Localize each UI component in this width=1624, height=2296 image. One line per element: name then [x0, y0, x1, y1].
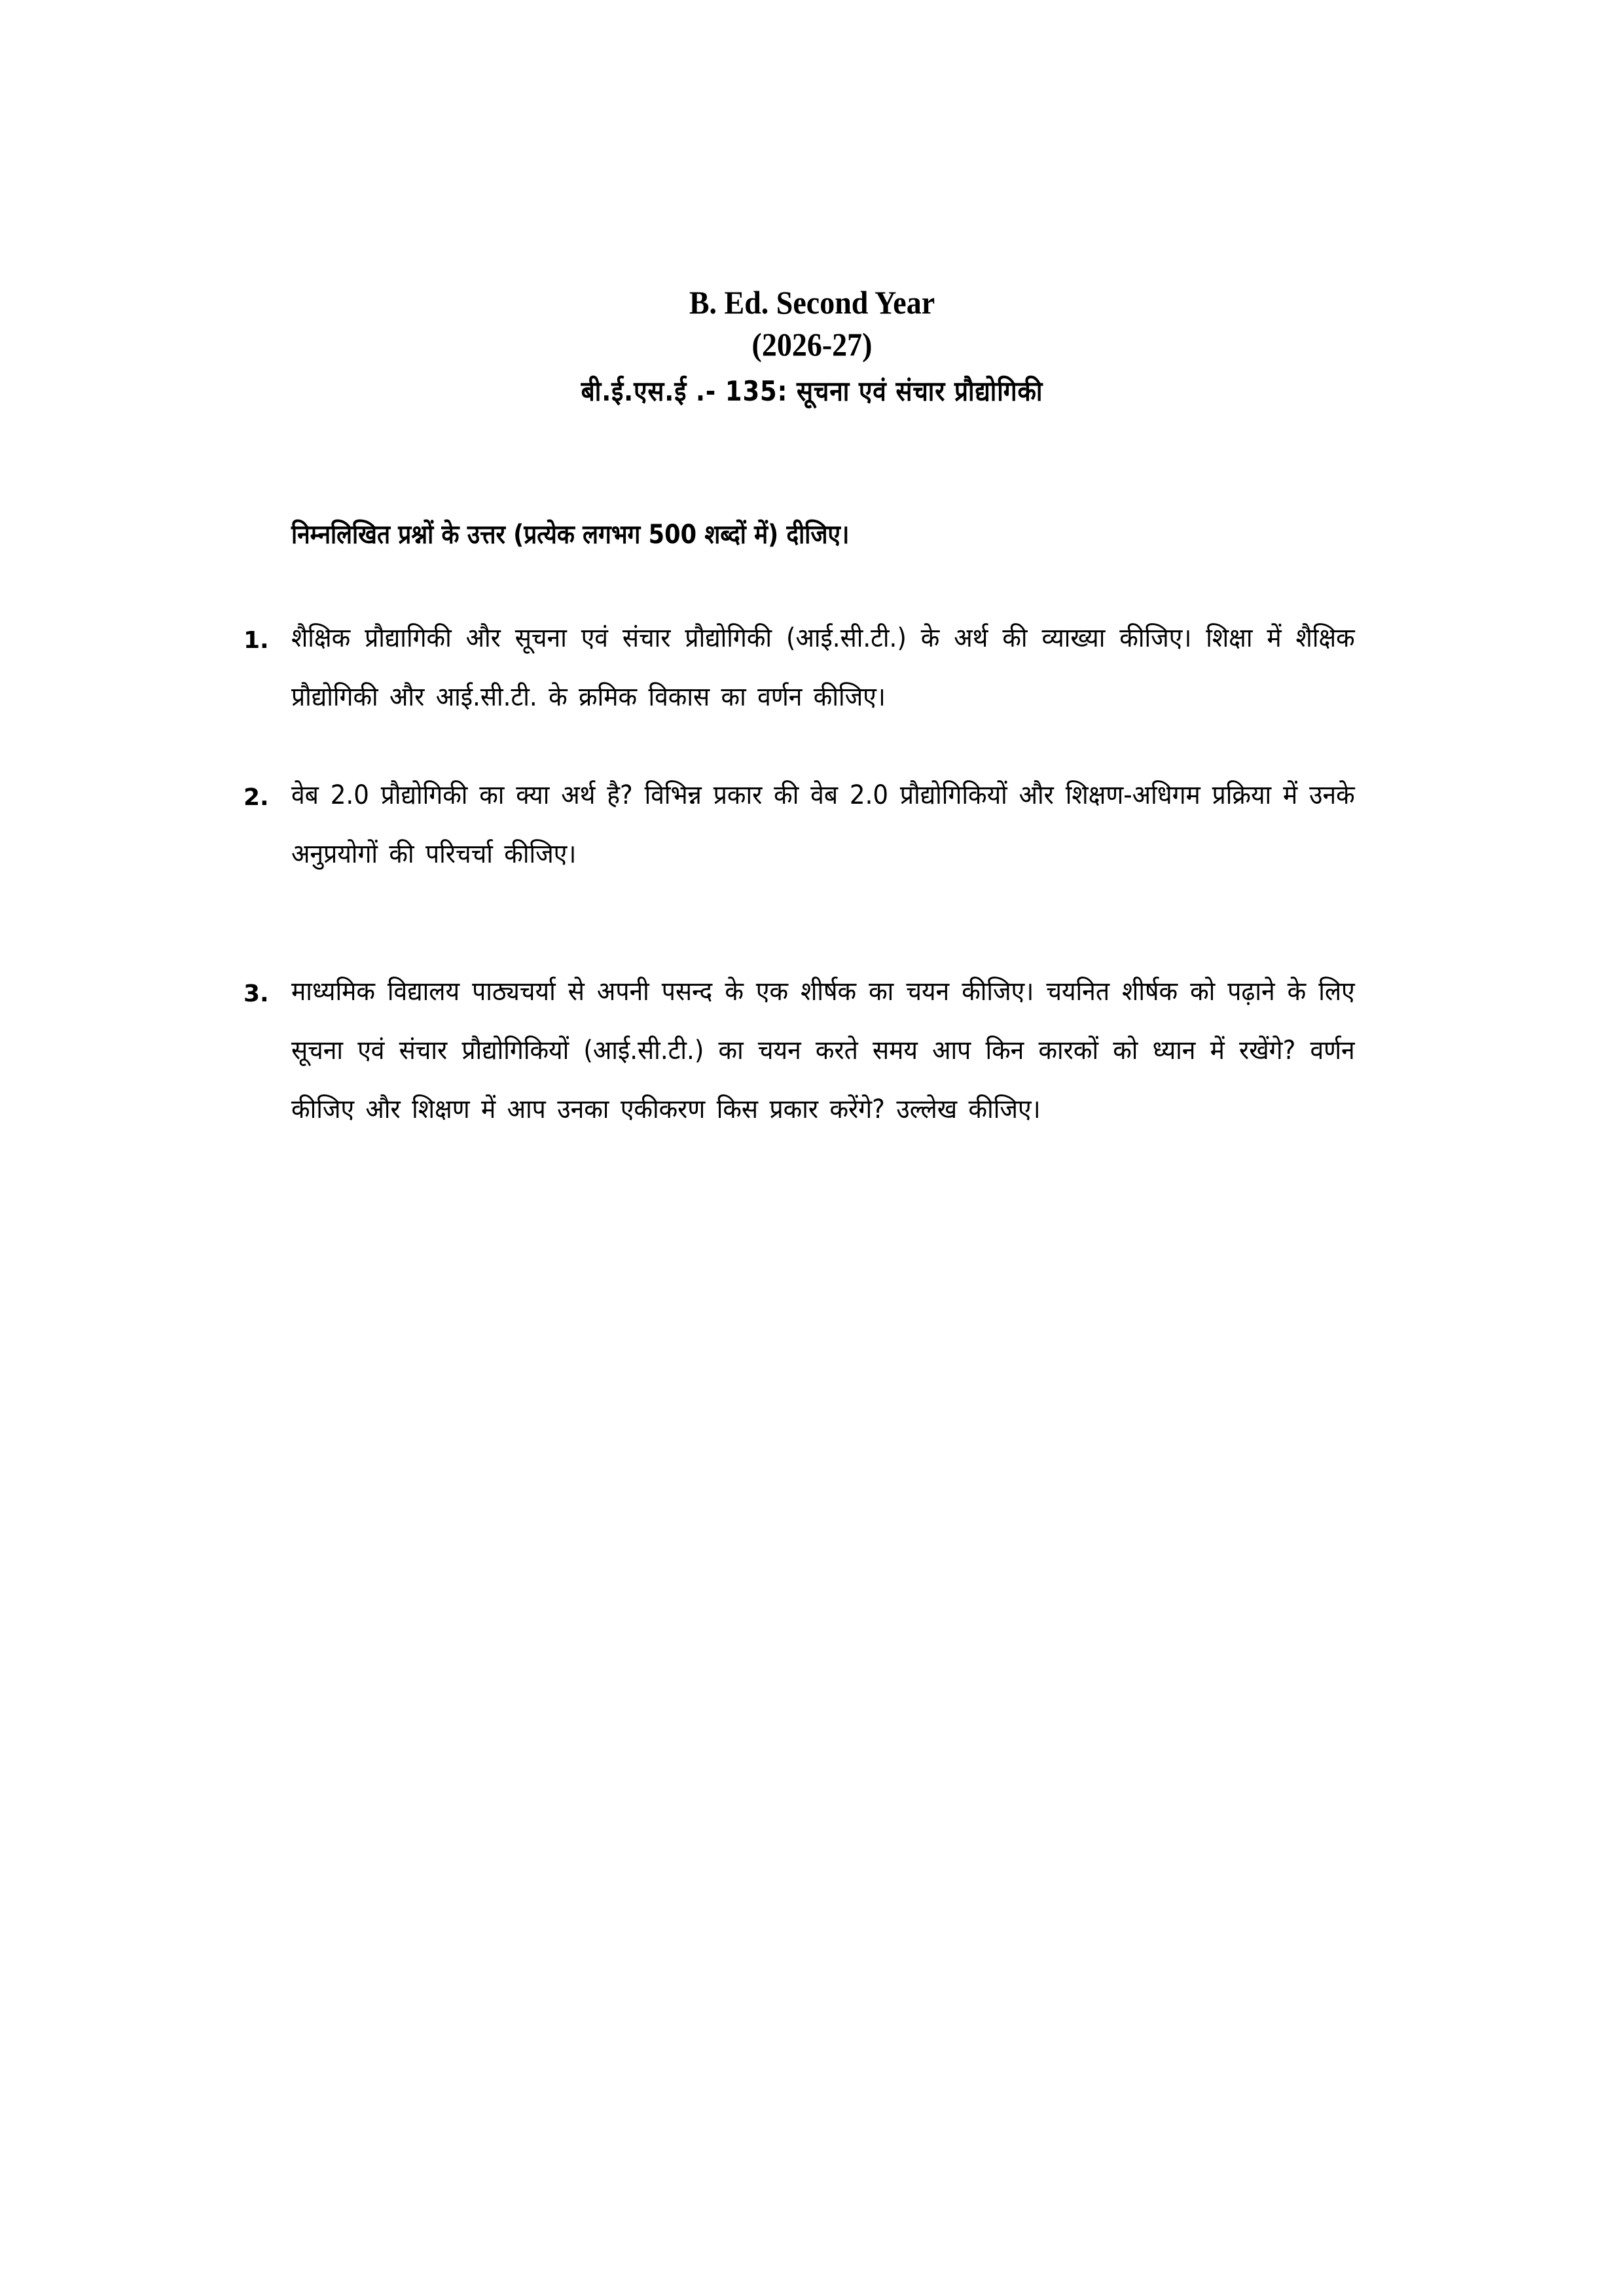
instruction-text: निम्नलिखित प्रश्नों के उत्तर (प्रत्येक लगभग 500 शब्दों में) दीजिए। — [291, 520, 850, 550]
question-item — [244, 962, 1435, 1139]
question-number: 3. — [244, 980, 269, 1007]
program-title: B. Ed. Second Year — [689, 284, 935, 321]
question-number: 2. — [244, 784, 269, 811]
question-number: 1. — [244, 627, 269, 654]
question-text: वेब 2.0 प्रौद्योगिकी का क्या अर्थ है? विभिन्न प्रकार की वेब 2.0 प्रौद्योगिकियों और शिक्षण-अधिगम प्रक्रिया में उनके अनुप्रयोगों की परिचर्चा कीजिए। — [291, 780, 1355, 869]
question-item — [244, 609, 1435, 726]
session-year: (2026-27) — [751, 326, 873, 363]
question-text: शैक्षिक प्रौद्यागिकी और सूचना एवं संचार प्रौद्योगिकी (आई.सी.टी.) के अर्थ की व्याख्या कीजिए। शिक्षा में शैक्षिक प्रौद्योगिकी और आई.सी.टी. के क्रमिक विकास का वर्णन कीजिए। — [291, 623, 1355, 712]
question-item — [244, 766, 1435, 884]
course-title: बी.ई.एस.ई .- 135: सूचना एवं संचार प्रौद्योगिकी — [581, 375, 1043, 407]
question-text: माध्यमिक विद्यालय पाठ्यचर्या से अपनी पसन्द के एक शीर्षक का चयन कीजिए। चयनित शीर्षक को पढ़ाने के लिए सूचना एवं संचार प्रौद्योगिकियों (आई.सी.टी.) का चयन करते समय आप किन कारकों को ध्यान में रखेंगे? वर्णन कीजिए और शिक्षण में आप उनका एकीकरण किस प्रकार करेंगे? उल्लेख कीजिए। — [291, 977, 1355, 1124]
document-header — [0, 281, 1624, 418]
